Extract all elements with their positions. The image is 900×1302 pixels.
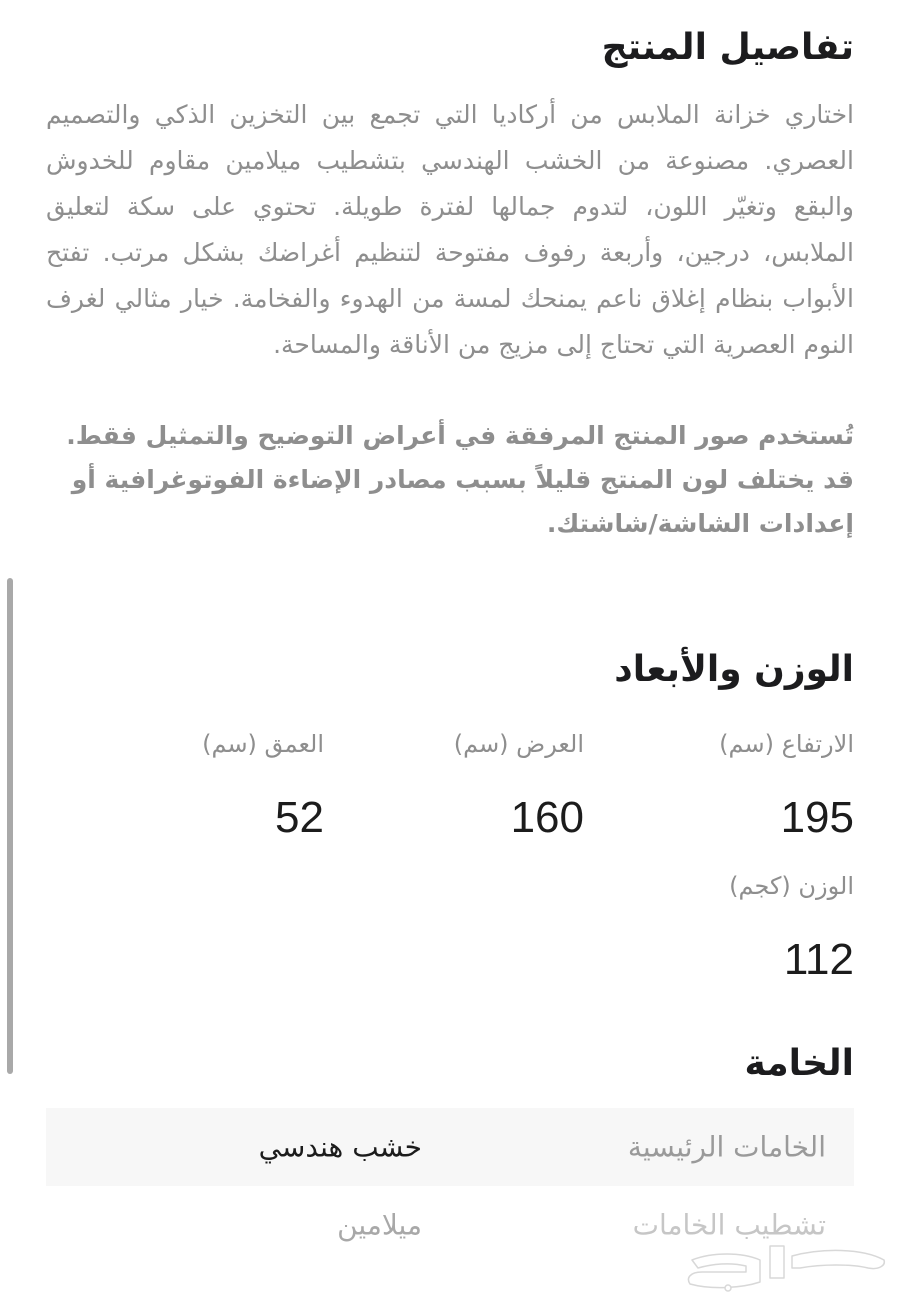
weight-dimensions-title: الوزن والأبعاد [614, 649, 854, 690]
weight-label: الوزن (كجم) [729, 872, 854, 900]
scrollbar[interactable] [7, 578, 13, 1074]
depth-label: العمق (سم) [202, 730, 324, 758]
height-label: الارتفاع (سم) [719, 730, 854, 758]
dimension-weight [729, 864, 854, 990]
material-row-value: خشب هندسي [258, 1130, 422, 1164]
product-description: اختاري خزانة الملابس من أركاديا التي تجمع بين التخزين الذكي والتصميم العصري. مصنوعة من الخشب الهندسي بتشطيب ميلامين مقاوم للخدوش والبقع وتغيّر اللون، لتدوم جمالها لفترة طويلة. تحتوي على سكة لتعليق الملابس، درجين، وأربعة رفوف مفتوحة لتنظيم أغراضك بشكل مرتب. تفتح الأبواب بنظام إغلاق ناعم يمنحك لمسة من الهدوء والفخامة. خيار مثالي لغرف النوم العصرية التي تحتاج إلى مزيج من الأناقة والمساحة. [46, 100, 854, 359]
material-row-value: ميلامين [337, 1208, 422, 1242]
material-row-label: الخامات الرئيسية [627, 1130, 826, 1164]
dimension-height [719, 722, 854, 848]
material-title: الخامة [744, 1043, 854, 1084]
height-value: 195 [780, 793, 854, 842]
depth-value: 52 [275, 793, 324, 842]
dimension-width [454, 722, 584, 848]
material-row-main [46, 1108, 854, 1186]
dimension-depth [202, 722, 324, 848]
width-label: العرض (سم) [453, 730, 584, 758]
haraj-logo-icon [672, 1238, 892, 1294]
width-value: 160 [510, 793, 584, 842]
material-row-label: تشطيب الخامات [632, 1208, 826, 1242]
product-image-disclaimer: تُستخدم صور المنتج المرفقة في أعراض التوضيح والتمثيل فقط. قد يختلف لون المنتج قليلاً بسبب مصادر الإضاءة الفوتوغرافية أو إعدادات الشاشة/شاشتك. [66, 421, 854, 538]
product-details-title: تفاصيل المنتج [601, 27, 854, 68]
weight-value: 112 [783, 935, 854, 984]
